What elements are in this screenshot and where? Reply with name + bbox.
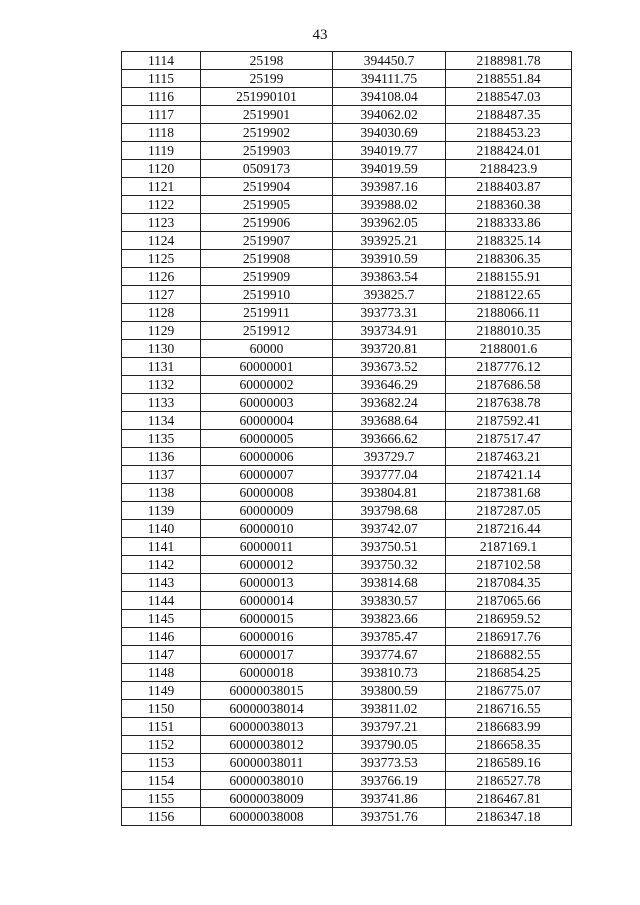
row-index-cell: 1154	[122, 772, 201, 790]
row-index-cell: 1120	[122, 160, 201, 178]
point-id-cell: 60000005	[201, 430, 333, 448]
y-coordinate-cell: 2186775.07	[446, 682, 572, 700]
table-row	[122, 124, 572, 142]
point-id-cell: 251990101	[201, 88, 333, 106]
x-coordinate-cell: 393688.64	[333, 412, 446, 430]
row-index-cell: 1119	[122, 142, 201, 160]
x-coordinate-cell: 393751.76	[333, 808, 446, 826]
table-row	[122, 790, 572, 808]
table-row	[122, 304, 572, 322]
row-index-cell: 1139	[122, 502, 201, 520]
row-index-cell: 1121	[122, 178, 201, 196]
table-row	[122, 160, 572, 178]
table-row	[122, 502, 572, 520]
x-coordinate-cell: 394062.02	[333, 106, 446, 124]
point-id-cell: 2519904	[201, 178, 333, 196]
x-coordinate-cell: 393750.32	[333, 556, 446, 574]
y-coordinate-cell: 2187776.12	[446, 358, 572, 376]
point-id-cell: 60000038013	[201, 718, 333, 736]
table-row	[122, 556, 572, 574]
x-coordinate-cell: 393830.57	[333, 592, 446, 610]
row-index-cell: 1152	[122, 736, 201, 754]
row-index-cell: 1114	[122, 52, 201, 70]
point-id-cell: 0509173	[201, 160, 333, 178]
row-index-cell: 1142	[122, 556, 201, 574]
x-coordinate-cell: 394108.04	[333, 88, 446, 106]
y-coordinate-cell: 2187517.47	[446, 430, 572, 448]
y-coordinate-cell: 2188981.78	[446, 52, 572, 70]
x-coordinate-cell: 393987.16	[333, 178, 446, 196]
point-id-cell: 60000038011	[201, 754, 333, 772]
y-coordinate-cell: 2188360.38	[446, 196, 572, 214]
table-row	[122, 322, 572, 340]
table-row	[122, 430, 572, 448]
table-row	[122, 394, 572, 412]
x-coordinate-cell: 393988.02	[333, 196, 446, 214]
y-coordinate-cell: 2188487.35	[446, 106, 572, 124]
row-index-cell: 1141	[122, 538, 201, 556]
table-row	[122, 268, 572, 286]
table-row	[122, 592, 572, 610]
y-coordinate-cell: 2187381.68	[446, 484, 572, 502]
point-id-cell: 60000038010	[201, 772, 333, 790]
table-row	[122, 484, 572, 502]
y-coordinate-cell: 2187463.21	[446, 448, 572, 466]
table-row	[122, 142, 572, 160]
y-coordinate-cell: 2188453.23	[446, 124, 572, 142]
table-row	[122, 646, 572, 664]
y-coordinate-cell: 2187102.58	[446, 556, 572, 574]
y-coordinate-cell: 2188155.91	[446, 268, 572, 286]
y-coordinate-cell: 2188001.6	[446, 340, 572, 358]
point-id-cell: 2519902	[201, 124, 333, 142]
x-coordinate-cell: 393798.68	[333, 502, 446, 520]
row-index-cell: 1131	[122, 358, 201, 376]
point-id-cell: 60000009	[201, 502, 333, 520]
y-coordinate-cell: 2187084.35	[446, 574, 572, 592]
y-coordinate-cell: 2188423.9	[446, 160, 572, 178]
x-coordinate-cell: 393797.21	[333, 718, 446, 736]
y-coordinate-cell: 2188403.87	[446, 178, 572, 196]
table-row	[122, 610, 572, 628]
table-row	[122, 736, 572, 754]
point-id-cell: 60000038014	[201, 700, 333, 718]
y-coordinate-cell: 2188424.01	[446, 142, 572, 160]
x-coordinate-cell: 393741.86	[333, 790, 446, 808]
table-row	[122, 412, 572, 430]
point-id-cell: 60000008	[201, 484, 333, 502]
point-id-cell: 60000	[201, 340, 333, 358]
row-index-cell: 1143	[122, 574, 201, 592]
row-index-cell: 1132	[122, 376, 201, 394]
table-row	[122, 772, 572, 790]
x-coordinate-cell: 393729.7	[333, 448, 446, 466]
x-coordinate-cell: 393666.62	[333, 430, 446, 448]
x-coordinate-cell: 393773.31	[333, 304, 446, 322]
x-coordinate-cell: 393811.02	[333, 700, 446, 718]
y-coordinate-cell: 2186854.25	[446, 664, 572, 682]
x-coordinate-cell: 393774.67	[333, 646, 446, 664]
point-id-cell: 2519906	[201, 214, 333, 232]
row-index-cell: 1127	[122, 286, 201, 304]
x-coordinate-cell: 393785.47	[333, 628, 446, 646]
point-id-cell: 60000038008	[201, 808, 333, 826]
point-id-cell: 60000015	[201, 610, 333, 628]
table-row	[122, 340, 572, 358]
y-coordinate-cell: 2187421.14	[446, 466, 572, 484]
y-coordinate-cell: 2188547.03	[446, 88, 572, 106]
point-id-cell: 2519907	[201, 232, 333, 250]
x-coordinate-cell: 394450.7	[333, 52, 446, 70]
y-coordinate-cell: 2187065.66	[446, 592, 572, 610]
table-row	[122, 178, 572, 196]
row-index-cell: 1129	[122, 322, 201, 340]
point-id-cell: 60000038015	[201, 682, 333, 700]
x-coordinate-cell: 393750.51	[333, 538, 446, 556]
row-index-cell: 1126	[122, 268, 201, 286]
table-row	[122, 70, 572, 88]
x-coordinate-cell: 393742.07	[333, 520, 446, 538]
row-index-cell: 1117	[122, 106, 201, 124]
y-coordinate-cell: 2186882.55	[446, 646, 572, 664]
x-coordinate-cell: 393800.59	[333, 682, 446, 700]
row-index-cell: 1149	[122, 682, 201, 700]
x-coordinate-cell: 393925.21	[333, 232, 446, 250]
x-coordinate-cell: 393814.68	[333, 574, 446, 592]
x-coordinate-cell: 393766.19	[333, 772, 446, 790]
table-row	[122, 682, 572, 700]
y-coordinate-cell: 2187169.1	[446, 538, 572, 556]
point-id-cell: 2519909	[201, 268, 333, 286]
x-coordinate-cell: 393734.91	[333, 322, 446, 340]
table-row	[122, 538, 572, 556]
point-id-cell: 60000003	[201, 394, 333, 412]
y-coordinate-cell: 2187287.05	[446, 502, 572, 520]
y-coordinate-cell: 2186917.76	[446, 628, 572, 646]
row-index-cell: 1130	[122, 340, 201, 358]
x-coordinate-cell: 393823.66	[333, 610, 446, 628]
x-coordinate-cell: 394019.77	[333, 142, 446, 160]
row-index-cell: 1145	[122, 610, 201, 628]
y-coordinate-cell: 2188122.65	[446, 286, 572, 304]
row-index-cell: 1137	[122, 466, 201, 484]
row-index-cell: 1146	[122, 628, 201, 646]
table-row	[122, 376, 572, 394]
point-id-cell: 2519908	[201, 250, 333, 268]
x-coordinate-cell: 394019.59	[333, 160, 446, 178]
table-row	[122, 574, 572, 592]
x-coordinate-cell: 393673.52	[333, 358, 446, 376]
page-number: 43	[312, 27, 328, 43]
coordinates-table-body	[122, 52, 572, 826]
table-row	[122, 466, 572, 484]
y-coordinate-cell: 2187686.58	[446, 376, 572, 394]
point-id-cell: 2519911	[201, 304, 333, 322]
row-index-cell: 1151	[122, 718, 201, 736]
table-row	[122, 106, 572, 124]
row-index-cell: 1153	[122, 754, 201, 772]
row-index-cell: 1134	[122, 412, 201, 430]
row-index-cell: 1123	[122, 214, 201, 232]
point-id-cell: 60000004	[201, 412, 333, 430]
x-coordinate-cell: 393773.53	[333, 754, 446, 772]
y-coordinate-cell: 2186589.16	[446, 754, 572, 772]
table-row	[122, 52, 572, 70]
x-coordinate-cell: 393682.24	[333, 394, 446, 412]
table-row	[122, 286, 572, 304]
point-id-cell: 25199	[201, 70, 333, 88]
row-index-cell: 1156	[122, 808, 201, 826]
x-coordinate-cell: 393910.59	[333, 250, 446, 268]
y-coordinate-cell: 2187216.44	[446, 520, 572, 538]
table-row	[122, 520, 572, 538]
y-coordinate-cell: 2187592.41	[446, 412, 572, 430]
point-id-cell: 60000002	[201, 376, 333, 394]
table-row	[122, 700, 572, 718]
row-index-cell: 1122	[122, 196, 201, 214]
point-id-cell: 60000017	[201, 646, 333, 664]
point-id-cell: 25198	[201, 52, 333, 70]
y-coordinate-cell: 2188066.11	[446, 304, 572, 322]
point-id-cell: 2519905	[201, 196, 333, 214]
x-coordinate-cell: 393962.05	[333, 214, 446, 232]
point-id-cell: 60000010	[201, 520, 333, 538]
y-coordinate-cell: 2188333.86	[446, 214, 572, 232]
point-id-cell: 60000001	[201, 358, 333, 376]
coordinates-table	[121, 51, 572, 826]
row-index-cell: 1150	[122, 700, 201, 718]
row-index-cell: 1148	[122, 664, 201, 682]
row-index-cell: 1116	[122, 88, 201, 106]
x-coordinate-cell: 393777.04	[333, 466, 446, 484]
row-index-cell: 1118	[122, 124, 201, 142]
point-id-cell: 60000012	[201, 556, 333, 574]
table-row	[122, 664, 572, 682]
y-coordinate-cell: 2186716.55	[446, 700, 572, 718]
row-index-cell: 1144	[122, 592, 201, 610]
row-index-cell: 1125	[122, 250, 201, 268]
point-id-cell: 60000006	[201, 448, 333, 466]
y-coordinate-cell: 2186683.99	[446, 718, 572, 736]
row-index-cell: 1128	[122, 304, 201, 322]
row-index-cell: 1136	[122, 448, 201, 466]
y-coordinate-cell: 2188551.84	[446, 70, 572, 88]
table-row	[122, 448, 572, 466]
table-row	[122, 808, 572, 826]
point-id-cell: 60000018	[201, 664, 333, 682]
table-row	[122, 214, 572, 232]
row-index-cell: 1133	[122, 394, 201, 412]
table-row	[122, 232, 572, 250]
x-coordinate-cell: 394111.75	[333, 70, 446, 88]
table-row	[122, 718, 572, 736]
x-coordinate-cell: 393804.81	[333, 484, 446, 502]
row-index-cell: 1135	[122, 430, 201, 448]
y-coordinate-cell: 2187638.78	[446, 394, 572, 412]
row-index-cell: 1147	[122, 646, 201, 664]
table-row	[122, 628, 572, 646]
x-coordinate-cell: 394030.69	[333, 124, 446, 142]
table-row	[122, 88, 572, 106]
table-row	[122, 754, 572, 772]
point-id-cell: 60000014	[201, 592, 333, 610]
x-coordinate-cell: 393646.29	[333, 376, 446, 394]
row-index-cell: 1155	[122, 790, 201, 808]
row-index-cell: 1124	[122, 232, 201, 250]
y-coordinate-cell: 2188010.35	[446, 322, 572, 340]
y-coordinate-cell: 2188325.14	[446, 232, 572, 250]
point-id-cell: 60000011	[201, 538, 333, 556]
x-coordinate-cell: 393863.54	[333, 268, 446, 286]
x-coordinate-cell: 393825.7	[333, 286, 446, 304]
point-id-cell: 60000016	[201, 628, 333, 646]
point-id-cell: 2519910	[201, 286, 333, 304]
table-row	[122, 250, 572, 268]
y-coordinate-cell: 2186467.81	[446, 790, 572, 808]
x-coordinate-cell: 393810.73	[333, 664, 446, 682]
row-index-cell: 1138	[122, 484, 201, 502]
point-id-cell: 2519901	[201, 106, 333, 124]
row-index-cell: 1140	[122, 520, 201, 538]
point-id-cell: 60000007	[201, 466, 333, 484]
point-id-cell: 60000038012	[201, 736, 333, 754]
table-row	[122, 358, 572, 376]
x-coordinate-cell: 393720.81	[333, 340, 446, 358]
table-row	[122, 196, 572, 214]
point-id-cell: 60000013	[201, 574, 333, 592]
point-id-cell: 60000038009	[201, 790, 333, 808]
y-coordinate-cell: 2186527.78	[446, 772, 572, 790]
point-id-cell: 2519912	[201, 322, 333, 340]
row-index-cell: 1115	[122, 70, 201, 88]
y-coordinate-cell: 2186347.18	[446, 808, 572, 826]
point-id-cell: 2519903	[201, 142, 333, 160]
y-coordinate-cell: 2188306.35	[446, 250, 572, 268]
y-coordinate-cell: 2186658.35	[446, 736, 572, 754]
x-coordinate-cell: 393790.05	[333, 736, 446, 754]
y-coordinate-cell: 2186959.52	[446, 610, 572, 628]
